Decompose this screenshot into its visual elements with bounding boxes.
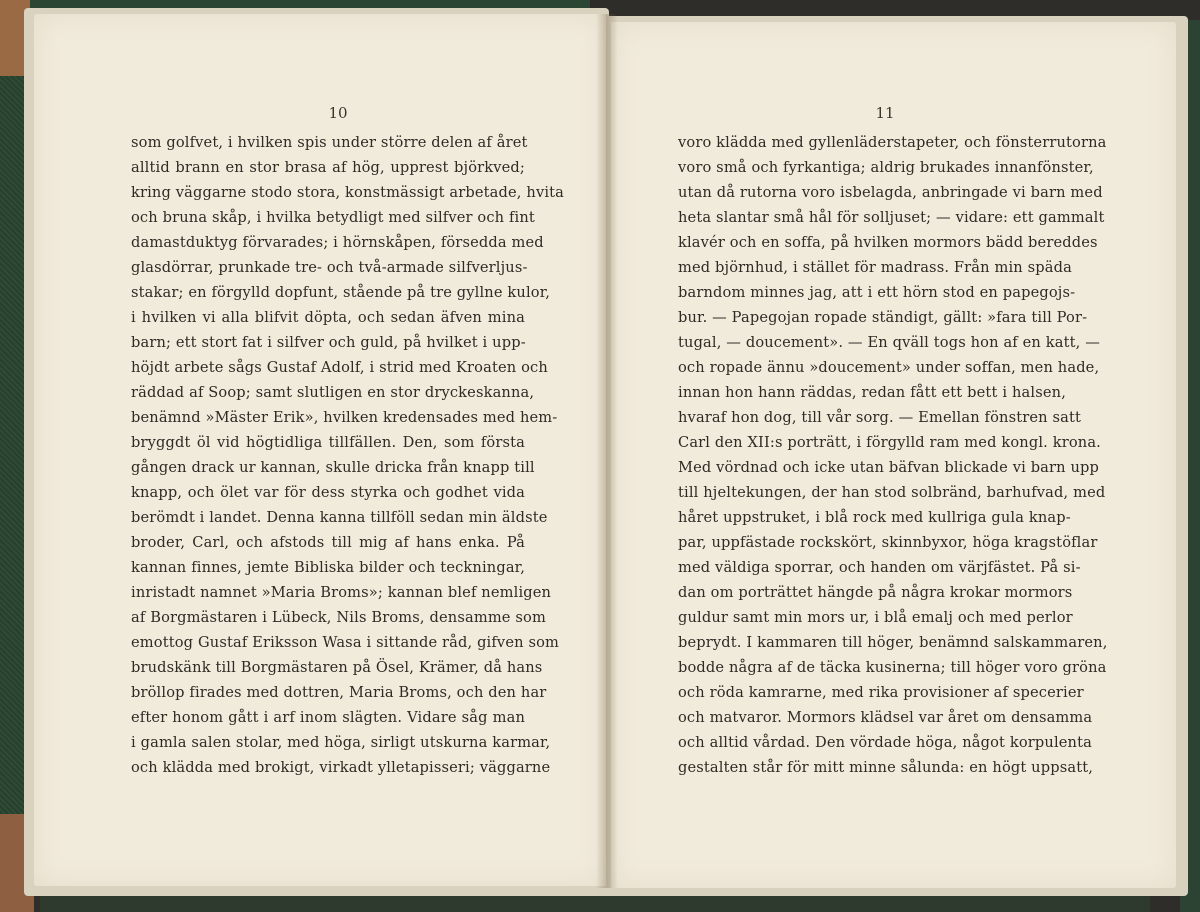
text-line: dan om porträttet hängde på några krokar mormors [678,584,1073,601]
text-line: kring väggarne stodo stora, konstmässigt arbetade, hvita [131,184,565,201]
text-line: par, uppfästade rockskört, skinnbyxor, höga kragstöflar [678,534,1098,551]
text-line: som golfvet, i hvilken spis under större delen af året [131,134,528,151]
text-line: brudskänk till Borgmästaren på Ösel, Krämer, då hans [131,659,543,676]
text-line: och matvaror. Mormors klädsel var året om densamma [678,709,1093,726]
text-line: voro små och fyrkantiga; aldrig brukades innanfönster, [678,159,1094,176]
text-line: benämnd »Mäster Erik», hvilken kredensades med hem- [131,409,558,426]
right-page [611,22,1176,888]
text-line: af Borgmästaren i Lübeck, Nils Broms, densamme som [131,609,546,626]
text-line: beprydt. I kammaren till höger, benämnd salskammaren, [678,634,1108,651]
page-number: 10 [328,104,348,122]
text-line: med björnhud, i stället för madrass. Från min späda [678,259,1072,276]
text-line: gången drack ur kannan, skulle dricka från knapp till [131,459,535,476]
left-page [34,14,606,886]
text-line: berömdt i landet. Denna kanna tillföll sedan min äldste [131,509,548,526]
text-line: bodde några af de täcka kusinerna; till höger voro gröna [678,659,1107,676]
text-line: barndom minnes jag, att i ett hörn stod en papegojs- [678,284,1076,301]
text-line: och alltid vårdad. Den vördade höga, något korpulenta [678,734,1092,751]
text-line: hvaraf hon dog, till vår sorg. — Emellan fönstren satt [678,409,1082,426]
text-line: stakar; en förgylld dopfunt, stående på tre gyllne kulor, [131,284,551,301]
text-line: heta slantar små hål för solljuset; — vidare: ett gammalt [678,209,1105,226]
text-line: räddad af Soop; samt slutligen en stor dryckeskanna, [131,384,535,401]
text-line: klavér och en soffa, på hvilken mormors bädd bereddes [678,234,1098,251]
text-line: Med vördnad och icke utan bäfvan blickade vi barn upp [678,459,1100,476]
text-line: med väldiga sporrar, och handen om värjfästet. På si- [678,559,1081,576]
text-line: tugal, — doucement». — En qväll togs hon af en katt, — [678,334,1100,351]
text-line: och klädda med brokigt, virkadt ylletapisseri; väggarne [131,759,551,776]
text-line: bryggdt öl vid högtidliga tillfällen. Den, som första [131,434,525,451]
text-line: damastduktyg förvarades; i hörnskåpen, försedda med [131,234,544,251]
text-line: höjdt arbete sågs Gustaf Adolf, i strid med Kroaten och [131,359,548,376]
text-line: emottog Gustaf Eriksson Wasa i sittande råd, gifven som [131,634,560,651]
text-line: till hjeltekungen, der han stod solbränd, barhufvad, med [678,484,1106,501]
text-line: kannan finnes, jemte Bibliska bilder och teckningar, [131,559,525,576]
text-line: i gamla salen stolar, med höga, sirligt utskurna karmar, [131,734,551,751]
text-line: glasdörrar, prunkade tre- och två-armade silfverljus- [131,259,528,276]
text-line: och ropade ännu »doucement» under soffan, men hade, [678,359,1100,376]
text-line: utan då rutorna voro isbelagda, anbringade vi barn med [678,184,1103,201]
text-line: och röda kamrarne, med rika provisioner af specerier [678,684,1084,701]
text-line: gestalten står för mitt minne sålunda: en högt uppsatt, [678,759,1094,776]
text-line: voro klädda med gyllenläderstapeter, och fönsterrutorna [678,134,1107,151]
text-line: håret uppstruket, i blå rock med kullriga gula knap- [678,509,1071,526]
text-line: i hvilken vi alla blifvit döpta, och sedan äfven mina [131,309,525,326]
text-line: och bruna skåp, i hvilka betydligt med silfver och fint [131,209,535,226]
text-line: knapp, och ölet var för dess styrka och godhet vida [131,484,525,501]
page-number: 11 [875,104,895,122]
left-page-text [131,130,565,780]
book-gutter [596,14,618,888]
text-line: barn; ett stort fat i silfver och guld, på hvilket i upp- [131,334,526,351]
text-line: innan hon hann räddas, redan fått ett bett i halsen, [678,384,1066,401]
text-line: alltid brann en stor brasa af hög, upprest björkved; [131,159,525,176]
cloth-cover-left [0,76,26,816]
text-line: inristadt namnet »Maria Broms»; kannan blef nemligen [131,584,552,601]
text-line: bröllop firades med dottren, Maria Broms, och den har [131,684,547,701]
text-line: bur. — Papegojan ropade ständigt, gällt: »fara till Por- [678,309,1088,326]
text-line: efter honom gått i arf inom slägten. Vidare såg man [131,709,525,726]
right-page-text [678,130,1108,780]
text-line: broder, Carl, och afstods till mig af hans enka. På [131,534,525,551]
text-line: Carl den XII:s porträtt, i förgylld ram med kongl. krona. [678,434,1101,451]
text-line: guldur samt min mors ur, i blå emalj och med perlor [678,609,1073,626]
